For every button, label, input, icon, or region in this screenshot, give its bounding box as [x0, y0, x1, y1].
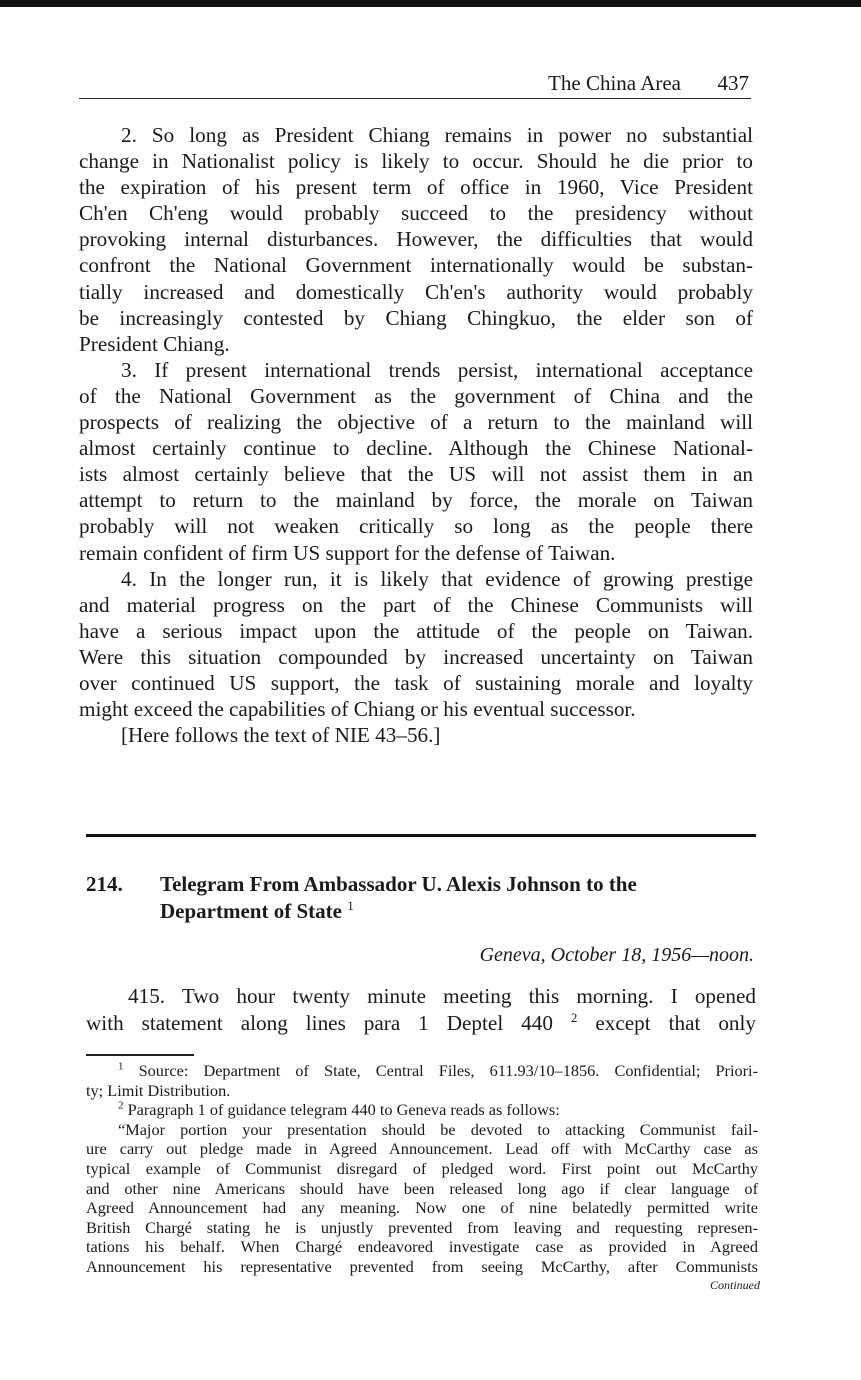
telegram-text: [86, 983, 756, 1037]
text-line: Were this situation compounded by increased uncertainty on Taiwan: [79, 644, 753, 669]
footnote-rule: [86, 1054, 194, 1056]
footnote-line: British Chargé stating he is unjustly prevented from leaving and requesting represen-: [86, 1217, 758, 1237]
document-title: [160, 871, 756, 925]
text-line: attempt to return to the mainland by force, the morale on Taiwan: [79, 488, 753, 513]
text-line: Ch'en Ch'eng would probably succeed to the presidency without: [79, 201, 753, 226]
text-line: [86, 1010, 756, 1037]
footnote-line: typical example of Communist disregard of pledged word. First point out McCarthy: [86, 1158, 758, 1178]
text-line: probably will not weaken critically so long as the people there: [79, 514, 753, 539]
footnote-line: tations his behalf. When Chargé endeavored investigate case as provided in Agreed: [86, 1237, 758, 1257]
text-line: 3. If present international trends persist, international acceptance: [121, 357, 753, 382]
dateline: Geneva, October 18, 1956—noon.: [479, 944, 754, 966]
text-line: President Chiang.: [79, 331, 230, 356]
text-line: change in Nationalist policy is likely to occur. Should he die prior to: [79, 149, 753, 174]
footnote-reference: 1: [347, 898, 354, 913]
footnote-text: Source: Department of State, Central Files, 611.93/10–1856. Confidential; Priori-: [138, 1061, 758, 1080]
footnotes: [86, 1061, 758, 1277]
document-number: 214.: [86, 872, 123, 896]
text-segment: except that only: [595, 1011, 757, 1035]
text-line: 2. So long as President Chiang remains in power no substantial: [121, 123, 753, 147]
footnote-line: Agreed Announcement had any meaning. Now one of nine belatedly permitted write: [86, 1198, 758, 1218]
document-title-line: [160, 898, 756, 925]
page-top-border: [0, 0, 861, 7]
editorial-note: [Here follows the text of NIE 43–56.]: [121, 723, 441, 748]
text-line: be increasingly contested by Chiang Chingkuo, the elder son of: [79, 305, 753, 330]
text-line: over continued US support, the task of sustaining morale and loyalty: [79, 670, 753, 695]
text-line: might exceed the capabilities of Chiang or his eventual successor.: [79, 697, 636, 722]
document-separator-rule: [86, 834, 756, 837]
document-title-line: Telegram From Ambassador U. Alexis Johnson to the: [160, 872, 637, 896]
footnote-line: [86, 1061, 758, 1081]
footnote-line: [86, 1100, 758, 1120]
text-line: confront the National Government internationally would be substan-: [79, 253, 753, 278]
text-line: prospects of realizing the objective of a return to the mainland will: [79, 410, 753, 435]
footnote-line: Announcement his representative prevented from seeing McCarthy, after Communists: [86, 1256, 758, 1276]
text-line: 4. In the longer run, it is likely that evidence of growing prestige: [121, 566, 753, 591]
text-line: the expiration of his present term of office in 1960, Vice President: [79, 175, 753, 200]
text-line: 415. Two hour twenty minute meeting this morning. I opened: [128, 984, 756, 1008]
footnote-reference: 2: [570, 1009, 578, 1025]
text-line: of the National Government as the government of China and the: [79, 383, 753, 408]
document-title-text: Department of State: [160, 899, 342, 923]
text-line: almost certainly continue to decline. Although the Chinese National-: [79, 436, 753, 461]
text-line: have a serious impact upon the attitude of the people on Taiwan.: [79, 618, 753, 643]
footnote-mark: 2: [118, 1099, 124, 1112]
text-line: remain confident of firm US support for the defense of Taiwan.: [79, 540, 616, 565]
text-line: ists almost certainly believe that the US will not assist them in an: [79, 462, 753, 487]
text-segment: with statement along lines para 1 Deptel 440: [86, 1011, 553, 1035]
running-head-section: The China Area: [548, 71, 681, 95]
estimate-conclusions: [79, 122, 753, 748]
running-head: [79, 70, 751, 99]
footnote-text: Paragraph 1 of guidance telegram 440 to Geneva reads as follows:: [127, 1100, 560, 1120]
footnote-line: ty; Limit Distribution.: [86, 1080, 231, 1100]
page-number: 437: [717, 71, 749, 95]
footnote-line: “Major portion your presentation should be devoted to attacking Communist fail-: [118, 1119, 758, 1139]
text-line: and material progress on the part of the Chinese Communists will: [79, 592, 753, 617]
footnote-line: ure carry out pledge made in Agreed Announcement. Lead off with McCarthy case as: [86, 1139, 758, 1159]
footnote-line: and other nine Americans should have been released long ago if clear language of: [86, 1178, 758, 1198]
text-line: provoking internal disturbances. However, the difficulties that would: [79, 227, 753, 252]
text-line: tially increased and domestically Ch'en's authority would probably: [79, 279, 753, 304]
footnote-mark: 1: [118, 1060, 124, 1073]
continued-label: Continued: [710, 1278, 760, 1292]
